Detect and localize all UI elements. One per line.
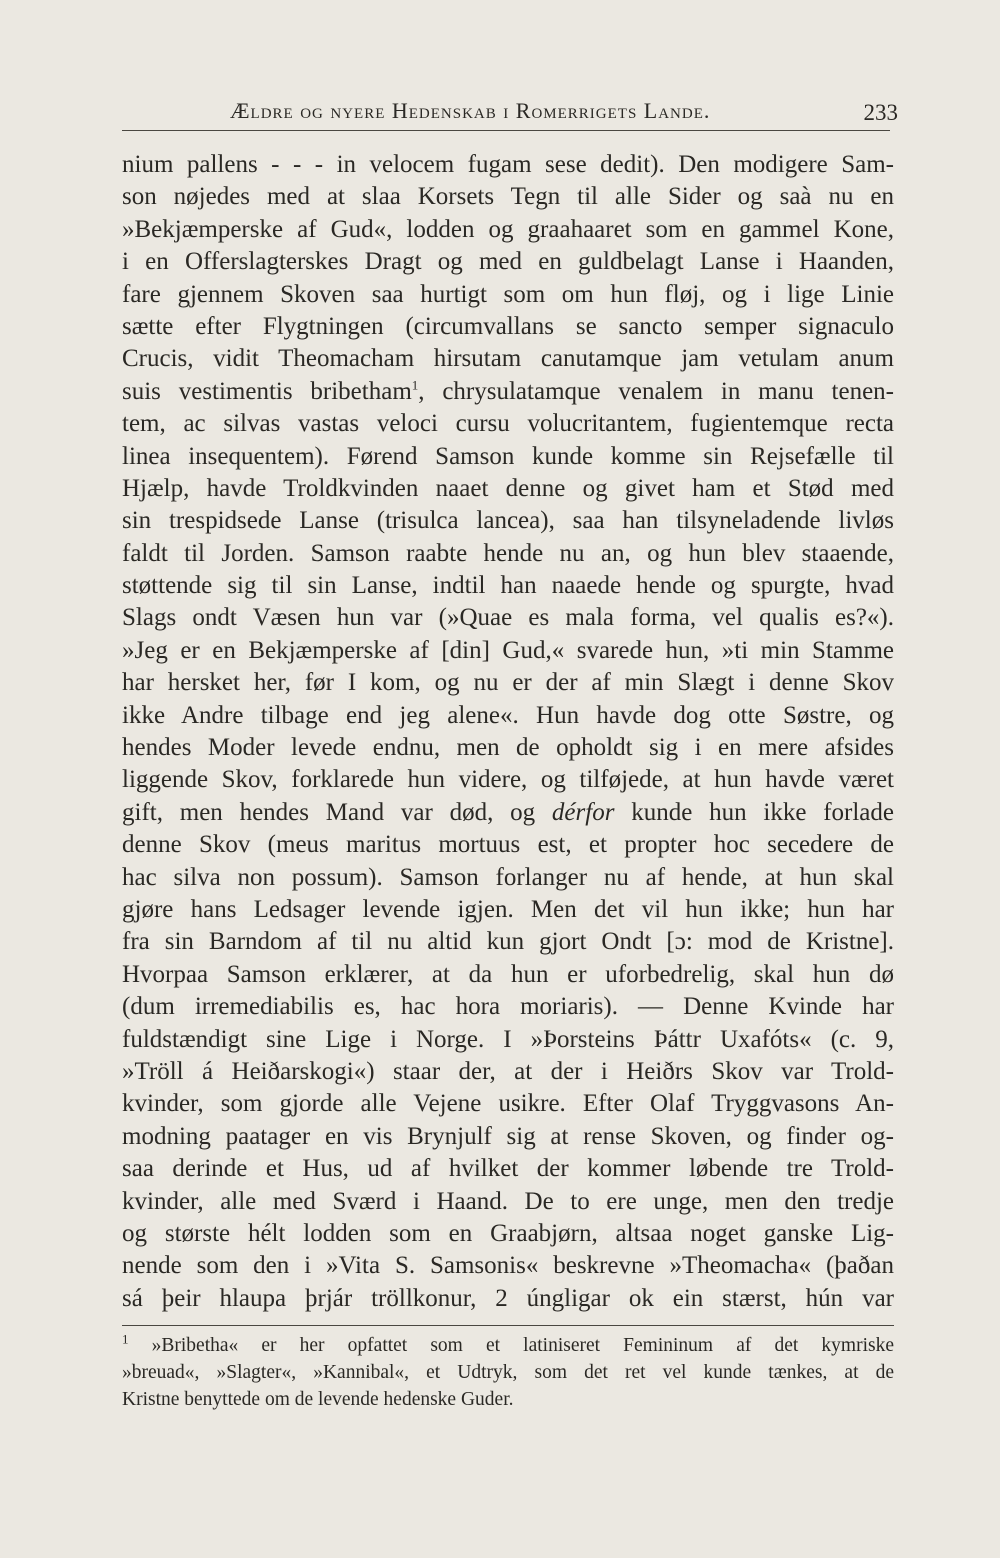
footnote-reference: 1 bbox=[411, 377, 419, 393]
line-tail: kunde hun ikke forlade bbox=[614, 798, 894, 826]
text-line: »Jeg er en Bekjæmperske af [din] Gud,« svarede hun, »ti min Stamme bbox=[122, 636, 894, 664]
text-line: og største hélt lodden som en Graabjørn, altsaa noget ganske Lig- bbox=[122, 1219, 894, 1247]
text-line: linea insequentem). Førend Samson kunde komme sin Rejsefælle til bbox=[122, 442, 894, 470]
text-line: Hvorpaa Samson erklærer, at da hun er uforbedrelig, skal hun dø bbox=[122, 960, 894, 988]
footnote-text: »Bribetha« er her opfattet som et latiniseret Femininum af det kymriske bbox=[128, 1335, 894, 1356]
text-line: nende som den i »Vita S. Samsonis« beskrevne »Theomacha« (þaðan bbox=[122, 1252, 894, 1280]
running-head bbox=[122, 96, 898, 131]
text-line: saa derinde et Hus, ud af hvilket der kommer løbende tre Trold- bbox=[122, 1155, 894, 1183]
text-line: »Tröll á Heiðarskogi«) staar der, at der i Heiðrs Skov var Trold- bbox=[122, 1057, 894, 1085]
text-line: fuldstændigt sine Lige i Norge. I »Þorsteins Þáttr Uxafóts« (c. 9, bbox=[122, 1025, 894, 1053]
text-line: fare gjennem Skoven saa hurtigt som om hun fløj, og i lige Linie bbox=[122, 280, 894, 308]
text-line: fra sin Barndom af til nu altid kun gjort Ondt [ɔ: mod de Kristne]. bbox=[122, 928, 894, 956]
text-line: i en Offerslagterskes Dragt og med en guldbelagt Lanse i Haanden, bbox=[122, 248, 894, 276]
text-line: kvinder, alle med Sværd i Haand. De to ere unge, men den tredje bbox=[122, 1187, 894, 1215]
text-line: sætte efter Flygtningen (circumvallans se sancto semper signaculo bbox=[122, 312, 894, 340]
text-line: støttende sig til sin Lanse, indtil han naaede hende og spurgte, hvad bbox=[122, 572, 894, 600]
text-line: Crucis, vidit Theomacham hirsutam canutamque jam vetulam anum bbox=[122, 345, 894, 373]
text-line: faldt til Jorden. Samson raabte hende nu an, og hun blev staaende, bbox=[122, 539, 894, 567]
text-line: Hjælp, havde Troldkvinden naaet denne og givet ham et Stød med bbox=[122, 474, 894, 502]
text-line: denne Skov (meus maritus mortuus est, et propter hoc secedere de bbox=[122, 831, 894, 859]
text-line: gjøre hans Ledsager levende igjen. Men det vil hun ikke; hun har bbox=[122, 895, 894, 923]
body-text bbox=[122, 149, 894, 1315]
line-head: gift, men hendes Mand var død, og bbox=[122, 798, 552, 826]
footnote-line: »breuad«, »Slagter«, »Kannibal«, et Udtryk, som det ret vel kunde tænkes, at de bbox=[122, 1362, 894, 1383]
text-line: sin trespidsede Lanse (trisulca lancea), saa han tilsyneladende livløs bbox=[122, 507, 894, 535]
running-title: Ældre og nyere Hedenskab i Romerrigets Lande. bbox=[230, 98, 711, 123]
italic-word: dérfor bbox=[551, 798, 615, 826]
text-line: hendes Moder levede endnu, men de opholdt sig i en mere afsides bbox=[122, 734, 894, 762]
text-line: (dum irremediabilis es, hac hora moriaris). — Denne Kvinde har bbox=[122, 993, 894, 1021]
text-line: har hersket her, før I kom, og nu er der af min Slægt i denne Skov bbox=[122, 669, 894, 697]
line-tail: , chrysulatamque venalem in manu tenen- bbox=[418, 377, 894, 405]
text-line: Slags ondt Væsen hun var (»Quae es mala forma, vel qualis es?«). bbox=[122, 604, 894, 632]
text-line: kvinder, som gjorde alle Vejene usikre. Efter Olaf Tryggvasons An- bbox=[122, 1090, 894, 1118]
footnote-line bbox=[122, 1332, 894, 1359]
footnote-line: Kristne benyttede om de levende hedenske Guder. bbox=[122, 1389, 514, 1410]
text-line: modning paatager en vis Brynjulf sig at rense Skoven, og finder og- bbox=[122, 1122, 894, 1150]
line-head: suis vestimentis bribetham bbox=[122, 377, 412, 405]
text-line: liggende Skov, forklarede hun videre, og tilføjede, at hun havde været bbox=[122, 766, 894, 794]
text-line-with-italic bbox=[122, 797, 894, 829]
footnote-marker: 1 bbox=[122, 1331, 129, 1347]
text-line: ikke Andre tilbage end jeg alene«. Hun havde dog otte Søstre, og bbox=[122, 701, 894, 729]
text-line: tem, ac silvas vastas veloci cursu volucritantem, fugientemque recta bbox=[122, 410, 894, 438]
text-line: »Bekjæmperske af Gud«, lodden og graahaaret som en gammel Kone, bbox=[122, 215, 894, 243]
text-line: nium pallens - - - in velocem fugam sese dedit). Den modigere Sam- bbox=[122, 151, 894, 178]
text-line: son nøjedes med at slaa Korsets Tegn til alle Sider og saà nu en bbox=[122, 183, 894, 211]
text-line: sá þeir hlaupa þrjár tröllkonur, 2 úngligar ok ein stærst, hún var bbox=[122, 1284, 894, 1312]
page-number: 233 bbox=[863, 100, 898, 125]
footnote-divider bbox=[122, 1325, 894, 1326]
footnotes bbox=[122, 1332, 894, 1413]
text-line: hac silva non possum). Samson forlanger nu af hende, at hun skal bbox=[122, 863, 894, 891]
text-line-with-footnote-ref bbox=[122, 376, 894, 408]
